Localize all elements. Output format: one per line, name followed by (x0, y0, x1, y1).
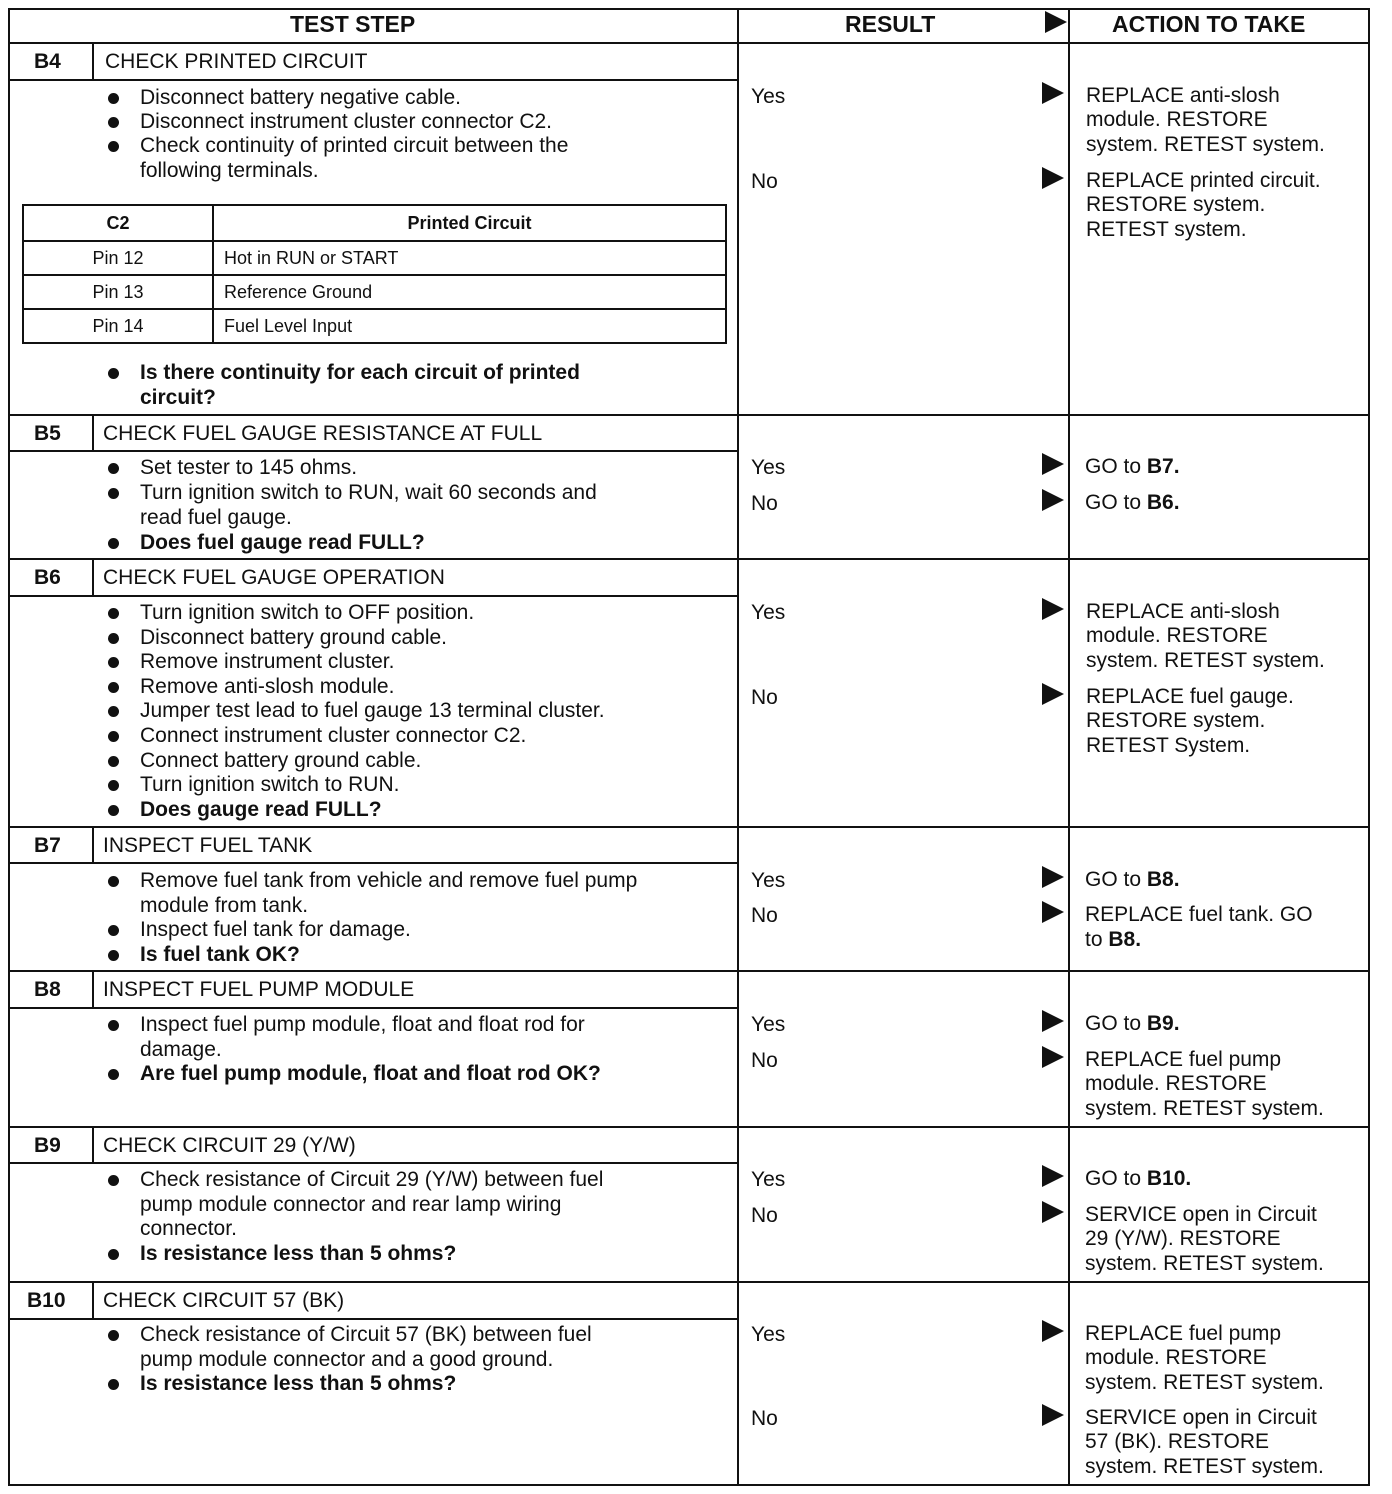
step-instruction: Connect battery ground cable. (140, 749, 422, 772)
result-yes: Yes (751, 869, 786, 892)
result-no: No (751, 170, 778, 193)
step-instruction: pump module connector and a good ground. (140, 1348, 554, 1371)
arrow-icon (1042, 82, 1064, 104)
bullet-icon (108, 731, 119, 742)
arrow-icon (1042, 1404, 1064, 1426)
action-step-ref: B9. (1146, 1012, 1180, 1035)
step-instruction: Set tester to 145 ohms. (140, 456, 358, 479)
title-row-divider (8, 1007, 738, 1009)
step-title: CHECK PRINTED CIRCUIT (105, 50, 368, 73)
table-cell: Pin 12 (23, 241, 213, 275)
table-row (23, 275, 726, 309)
action-step-ref: B6. (1146, 491, 1180, 514)
header-action: ACTION TO TAKE (1112, 11, 1306, 37)
step-instruction: Check resistance of Circuit 29 (Y/W) between fuel (140, 1168, 604, 1191)
step-instruction: connector. (140, 1217, 237, 1240)
header-divider (8, 42, 1370, 44)
action-text: 29 (Y/W). RESTORE (1085, 1227, 1281, 1250)
result-no: No (751, 904, 778, 927)
table-cell: Pin 13 (23, 275, 213, 309)
table-header: Printed Circuit (213, 205, 726, 241)
arrow-icon (1042, 1010, 1064, 1032)
step-id: B9 (34, 1134, 61, 1157)
title-row-divider (8, 862, 738, 864)
result-yes: Yes (751, 85, 786, 108)
step-instruction: Remove instrument cluster. (140, 650, 395, 673)
step-divider (8, 970, 1370, 972)
step-instruction: Check resistance of Circuit 57 (BK) between fuel (140, 1323, 592, 1346)
step-instruction: Disconnect battery negative cable. (140, 86, 462, 109)
action-text: REPLACE anti-slosh (1086, 600, 1280, 623)
step-title: INSPECT FUEL PUMP MODULE (103, 978, 415, 1001)
step-question: Does fuel gauge read FULL? (140, 531, 425, 554)
bullet-icon (108, 463, 119, 474)
arrow-icon (1042, 1320, 1064, 1342)
arrow-icon (1042, 901, 1064, 923)
action-text: REPLACE fuel pump (1085, 1048, 1282, 1071)
bullet-icon (108, 1330, 119, 1341)
table-cell: Fuel Level Input (213, 309, 726, 343)
action-text: RESTORE system. (1086, 193, 1266, 216)
arrow-icon (1042, 1165, 1064, 1187)
bullet-icon (108, 876, 119, 887)
step-instruction: Check continuity of printed circuit between the (140, 134, 569, 157)
header-arrow-icon (1045, 11, 1067, 33)
table-cell: Hot in RUN or START (213, 241, 726, 275)
table-top-border (8, 8, 1370, 10)
bullet-icon (108, 756, 119, 767)
action-text: REPLACE fuel pump (1085, 1322, 1282, 1345)
bullet-icon (108, 780, 119, 791)
action-text: system. RETEST system. (1085, 1455, 1324, 1478)
column-divider-action (1068, 8, 1070, 1486)
result-no: No (751, 1407, 778, 1430)
header-result: RESULT (845, 11, 936, 37)
result-yes: Yes (751, 1013, 786, 1036)
arrow-icon (1042, 598, 1064, 620)
step-instruction: module from tank. (140, 894, 309, 917)
action-step-ref: B10. (1146, 1167, 1192, 1190)
action-text: system. RETEST system. (1085, 1252, 1324, 1275)
action-text (1085, 1167, 1191, 1192)
bullet-icon (108, 368, 119, 379)
bullet-icon (108, 1249, 119, 1260)
bullet-icon (108, 1069, 119, 1080)
step-question: Is fuel tank OK? (140, 943, 300, 966)
action-prefix: GO to (1085, 868, 1147, 891)
result-no: No (751, 492, 778, 515)
arrow-icon (1042, 866, 1064, 888)
step-question: Is there continuity for each circuit of printed (140, 361, 580, 384)
step-id-divider (92, 1281, 94, 1319)
step-instruction: Remove anti-slosh module. (140, 675, 395, 698)
step-id-divider (92, 1126, 94, 1164)
result-no: No (751, 686, 778, 709)
step-instruction: Turn ignition switch to RUN. (140, 773, 400, 796)
bullet-icon (108, 925, 119, 936)
action-step-ref: B7. (1146, 455, 1180, 478)
bullet-icon (108, 657, 119, 668)
step-question: Is resistance less than 5 ohms? (140, 1242, 457, 1265)
action-text: 57 (BK). RESTORE (1085, 1430, 1269, 1453)
result-no: No (751, 1049, 778, 1072)
action-prefix: GO to (1085, 1167, 1147, 1190)
bullet-icon (108, 706, 119, 717)
arrow-icon (1042, 1201, 1064, 1223)
result-yes: Yes (751, 601, 786, 624)
action-step-ref: B8. (1108, 928, 1142, 951)
title-row-divider (8, 595, 738, 597)
bullet-icon (108, 608, 119, 619)
step-divider (8, 826, 1370, 828)
action-text (1085, 868, 1180, 893)
action-text: system. RETEST system. (1086, 133, 1325, 156)
step-question: Is resistance less than 5 ohms? (140, 1372, 457, 1395)
title-row-divider (8, 450, 738, 452)
result-no: No (751, 1204, 778, 1227)
action-text: SERVICE open in Circuit (1085, 1203, 1317, 1226)
step-id-divider (92, 970, 94, 1008)
step-question: Does gauge read FULL? (140, 798, 382, 821)
step-question: Are fuel pump module, float and float rod OK? (140, 1062, 601, 1085)
step-question: circuit? (140, 386, 216, 409)
bullet-icon (108, 117, 119, 128)
action-text: module. RESTORE (1085, 1072, 1267, 1095)
table-row (23, 309, 726, 343)
step-instruction: Disconnect battery ground cable. (140, 626, 448, 649)
action-text: RESTORE system. (1086, 709, 1266, 732)
step-id: B10 (27, 1289, 66, 1312)
table-right-border (1368, 8, 1370, 1486)
result-yes: Yes (751, 1323, 786, 1346)
action-text: system. RETEST system. (1085, 1097, 1324, 1120)
step-instruction: Disconnect instrument cluster connector C2. (140, 110, 553, 133)
action-text: REPLACE fuel gauge. (1086, 685, 1294, 708)
action-text: REPLACE fuel tank. GO (1085, 903, 1313, 926)
step-id: B8 (34, 978, 61, 1001)
step-id-divider (92, 826, 94, 864)
bullet-icon (108, 488, 119, 499)
arrow-icon (1042, 167, 1064, 189)
action-step-ref: B8. (1146, 868, 1180, 891)
step-title: CHECK FUEL GAUGE RESISTANCE AT FULL (103, 422, 543, 445)
bullet-icon (108, 538, 119, 549)
table-cell: Reference Ground (213, 275, 726, 309)
step-divider (8, 1126, 1370, 1128)
action-text: module. RESTORE (1086, 108, 1268, 131)
bullet-icon (108, 633, 119, 644)
step-id-divider (92, 558, 94, 596)
action-prefix: to (1085, 928, 1109, 951)
action-text (1085, 455, 1180, 480)
action-text: REPLACE anti-slosh (1086, 84, 1280, 107)
action-text (1085, 491, 1180, 516)
action-text: REPLACE printed circuit. (1086, 169, 1321, 192)
step-id: B7 (34, 834, 61, 857)
action-prefix: GO to (1085, 491, 1147, 514)
action-text: RETEST system. (1086, 218, 1247, 241)
step-title: INSPECT FUEL TANK (103, 834, 313, 857)
action-text: RETEST System. (1086, 734, 1251, 757)
action-text: module. RESTORE (1085, 1346, 1267, 1369)
bullet-icon (108, 1175, 119, 1186)
action-text (1085, 928, 1141, 953)
step-divider (8, 558, 1370, 560)
bullet-icon (108, 1379, 119, 1390)
step-divider (8, 1281, 1370, 1283)
bullet-icon (108, 950, 119, 961)
step-id: B5 (34, 422, 61, 445)
arrow-icon (1042, 489, 1064, 511)
action-text (1085, 1012, 1180, 1037)
table-cell: Pin 14 (23, 309, 213, 343)
bullet-icon (108, 805, 119, 816)
step-instruction: Connect instrument cluster connector C2. (140, 724, 527, 747)
action-text: system. RETEST system. (1085, 1371, 1324, 1394)
bullet-icon (108, 141, 119, 152)
result-yes: Yes (751, 1168, 786, 1191)
step-id: B4 (34, 50, 61, 73)
step-instruction: Inspect fuel pump module, float and float rod for (140, 1013, 585, 1036)
step-instruction: Jumper test lead to fuel gauge 13 terminal cluster. (140, 699, 605, 722)
arrow-icon (1042, 1046, 1064, 1068)
title-row-divider (8, 79, 738, 81)
step-id: B6 (34, 566, 61, 589)
step-id-divider (92, 414, 94, 452)
step-instruction: pump module connector and rear lamp wiring (140, 1193, 562, 1216)
step-id-divider (92, 42, 94, 80)
title-row-divider (8, 1318, 738, 1320)
step-instruction: Remove fuel tank from vehicle and remove fuel pump (140, 869, 638, 892)
bullet-icon (108, 682, 119, 693)
title-row-divider (8, 1162, 738, 1164)
action-text: system. RETEST system. (1086, 649, 1325, 672)
action-text: module. RESTORE (1086, 624, 1268, 647)
step-instruction: following terminals. (140, 159, 319, 182)
table-bottom-border (8, 1484, 1370, 1486)
c2-pin-table (22, 204, 727, 344)
step-title: CHECK FUEL GAUGE OPERATION (103, 566, 445, 589)
table-header: C2 (23, 205, 213, 241)
step-title: CHECK CIRCUIT 57 (BK) (103, 1289, 345, 1312)
column-divider-result (737, 8, 739, 1486)
header-test-step: TEST STEP (290, 11, 416, 37)
step-instruction: damage. (140, 1038, 222, 1061)
step-instruction: read fuel gauge. (140, 506, 292, 529)
bullet-icon (108, 93, 119, 104)
table-left-border (8, 8, 10, 1486)
step-instruction: Turn ignition switch to OFF position. (140, 601, 475, 624)
step-title: CHECK CIRCUIT 29 (Y/W) (103, 1134, 356, 1157)
action-prefix: GO to (1085, 455, 1147, 478)
result-yes: Yes (751, 456, 786, 479)
action-text: SERVICE open in Circuit (1085, 1406, 1317, 1429)
arrow-icon (1042, 453, 1064, 475)
bullet-icon (108, 1020, 119, 1031)
table-row (23, 241, 726, 275)
step-instruction: Inspect fuel tank for damage. (140, 918, 411, 941)
step-instruction: Turn ignition switch to RUN, wait 60 seconds and (140, 481, 597, 504)
step-divider (8, 414, 1370, 416)
arrow-icon (1042, 683, 1064, 705)
action-prefix: GO to (1085, 1012, 1147, 1035)
